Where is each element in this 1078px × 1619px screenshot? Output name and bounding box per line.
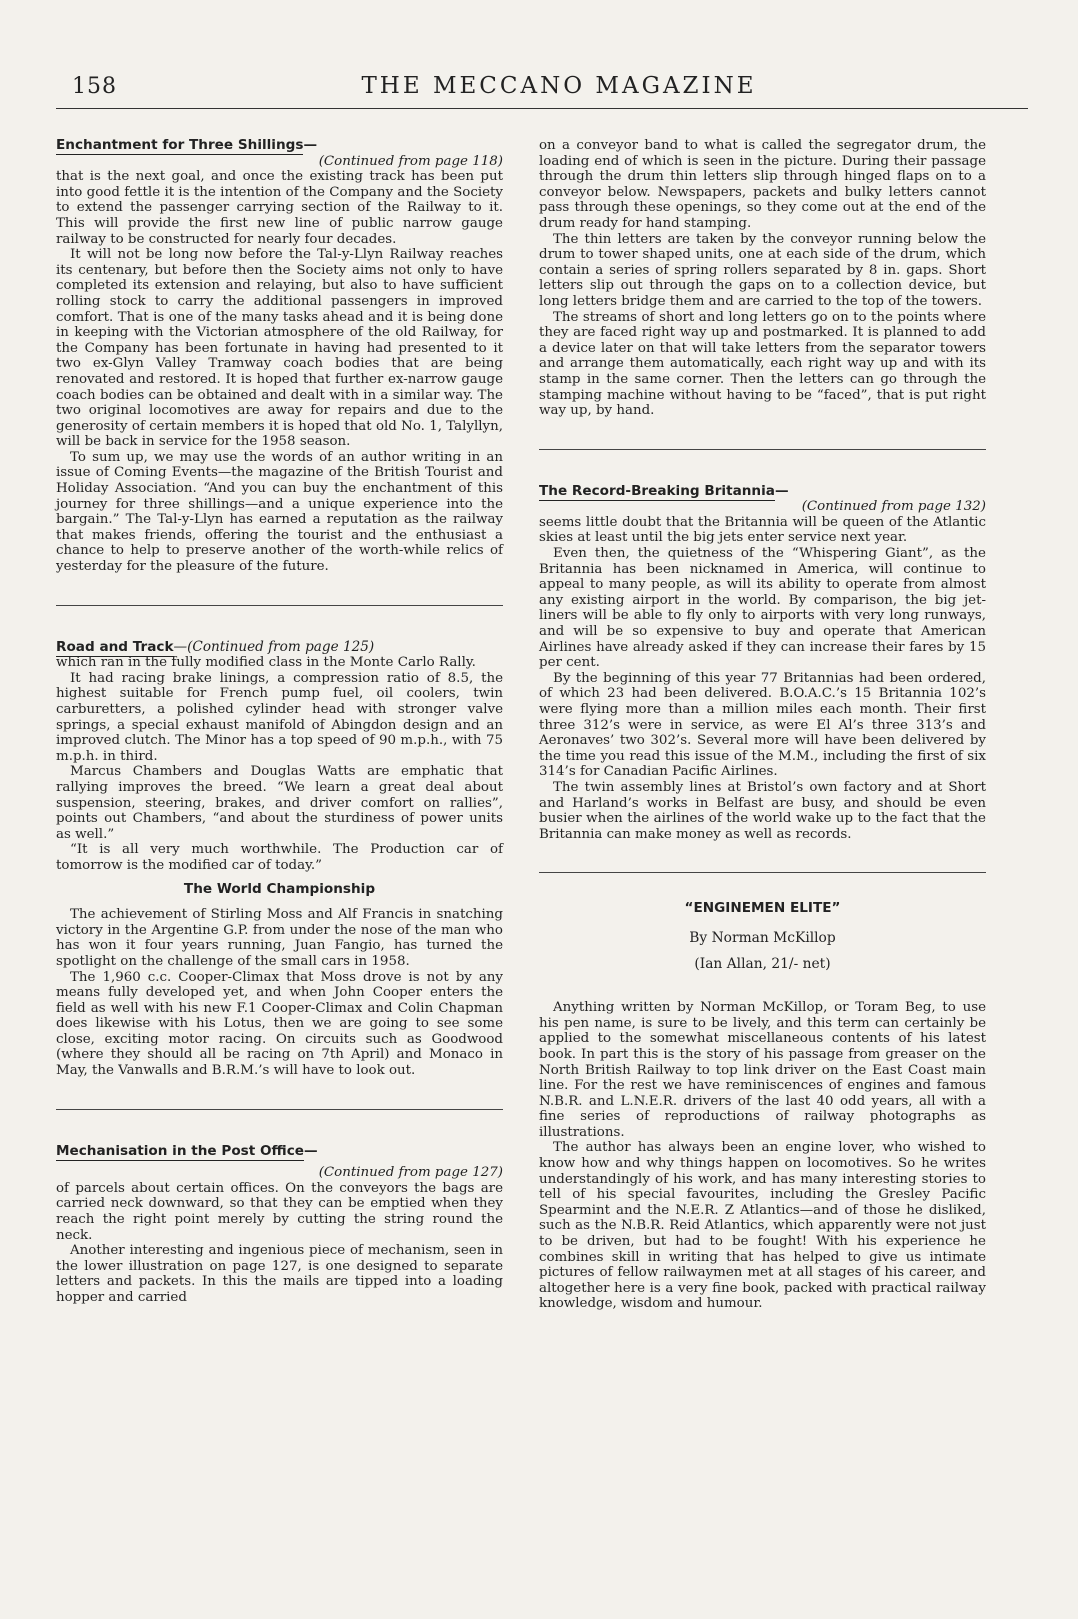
paragraph: Another interesting and ingenious piece of mechanism, seen in the lower illustration on page 127, is one designed to separate letters and packets. In this the mails are tipped into a loading hopper and carried [56,1243,503,1305]
paragraph: By the beginning of this year 77 Britannias had been ordered, of which 23 had been delivered. B.O.A.C.’s 15 Britannia 102’s were flying more than a million miles each month. Their first three 312’s were in service, as were El Al’s three 313’s and Aeronaves’ two 302’s. Several more will have been delivered by the time you read this issue of the M.M., including the first of six 314’s for Canadian Pacific Airlines. [539,670,986,780]
magazine-title: THE MECCANO MAGAZINE [361,73,757,99]
section-divider [56,605,503,606]
paragraph: Marcus Chambers and Douglas Watts are emphatic that rallying improves the breed. “We learn a great deal about suspension, steering, brakes, and driver comfort on rallies”, points out Chambers, “and about the sturdiness of power units as well.” [56,764,503,842]
paragraph: The 1,960 c.c. Cooper-Climax that Moss drove is not by any means fully developed yet, and when John Cooper enters the field as well with his new F.1 Cooper-Climax and Colin Chapman does likewise with his Lotus, then we are going to see some close, exciting motor racing. On circuits such as Goodwood (where they should all be racing on 7th April) and Monaco in May, the Vanwalls and B.R.M.’s will have to look out. [56,969,503,1079]
review-publisher: (Ian Allan, 21/- net) [694,955,831,972]
review-author: By Norman McKillop [689,929,836,946]
subheading: The World Championship [183,880,376,897]
post-office-section [56,1144,503,1306]
section-heading: Road and Track—(Continued from page 125) [56,638,375,655]
header-rule [56,108,1028,109]
continued-note: (Continued from page 118) [318,153,503,169]
enchantment-section [56,138,503,575]
section-heading: Enchantment for Three Shillings— [56,137,318,153]
section-divider [539,449,986,450]
paragraph: “It is all very much worthwhile. The Production car of tomorrow is the modified car of today.” [56,842,503,873]
post-office-continued [539,138,986,419]
paragraph: seems little doubt that the Britannia will be queen of the Atlantic skies at least until the big jets enter service next year. [539,514,986,546]
paragraph: which ran in the fully modified class in the Monte Carlo Rally. [56,655,476,671]
left-column [56,138,503,1306]
review-title: “ENGINEMEN ELITE” [684,900,841,917]
paragraph: Even then, the quietness of the “Whispering Giant”, as the Britannia has been nicknamed in America, will continue to appeal to many people, as will its ability to operate from almost any existing airport in the world. By comparison, the big jet-liners will be able to fly only to airports with very long runways, and will be so expensive to buy and operate that American Airlines have already asked if they can increase their fares by 15 per cent. [539,546,986,671]
section-heading: Mechanisation in the Post Office— [56,1142,318,1159]
paragraph: on a conveyor band to what is called the segregator drum, the loading end of which is seen in the picture. During their passage through the drum thin letters slip through hinged flaps on to a conveyor below. Newspapers, packets and bulky letters cannot pass through these openings, so they come out at the end of the drum ready for hand stamping. [539,138,986,231]
continued-note: (Continued from page 132) [801,499,986,515]
page-number: 158 [72,74,117,99]
section-divider [56,1109,503,1110]
britannia-section [539,484,986,843]
paragraph: Anything written by Norman McKillop, or Toram Beg, to use his pen name, is sure to be lively, and this term can certainly be applied to the somewhat miscellaneous contents of his latest book. In part this is the story of his passage from greaser on the North British Railway to top link driver on the East Coast main line. For the rest we have reminiscences of engines and famous N.B.R. and L.N.E.R. drivers of the last 40 odd years, all with a fine series of reproductions of railway photographs as illustrations. [539,1000,986,1140]
paragraph: To sum up, we may use the words of an author writing in an issue of Coming Events—the magazine of the British Tourist and Holiday Association. “And you can buy the enchantment of this journey for three shillings—and a unique experience into the bargain.” The Tal-y-Llyn has earned a reputation as the railway that makes friends, offering the tourist and the enthusiast a chance to help to preserve another of the worth-while relics of yesterday for the pleasure of the future. [56,449,503,575]
paragraph: The author has always been an engine lover, who wished to know how and why things happen on locomotives. So he writes understandingly of his work, and has many interesting stories to tell of his special favourites, including the Gresley Pacific Spearmint and the N.E.R. Z Atlantics—and of those he disliked, such as the N.B.R. Reid Atlantics, which apparently were not just to be driven, but had to be fought! With his experience he combines skill in writing that has helped to give us intimate pictures of fellow railwaymen met at all stages of his career, and altogether here is a very fine book, packed with practical railway knowledge, wisdom and humour. [539,1140,986,1312]
paragraph: The twin assembly lines at Bristol’s own factory and at Short and Harland’s works in Belfast are busy, and should be even busier when the airlines of the world wake up to the fact that the Britannia can make money as well as records. [539,779,986,842]
right-column [539,138,986,1312]
paragraph: It had racing brake linings, a compression ratio of 8.5, the highest suitable for French pump fuel, oil coolers, twin carburetters, a polished cylinder head with stronger valve springs, a special exhaust manifold of Abingdon design and an improved clutch. The Minor has a top speed of 90 m.p.h., with 75 m.p.h. in third. [56,670,503,764]
road-and-track-section [56,640,503,1079]
paragraph: The achievement of Stirling Moss and Alf Francis in snatching victory in the Argentine G.P. from under the nose of the man who has won it four years running, Juan Fangio, has turned the spotlight on the challenge of the small cars in 1958. [56,907,503,969]
book-review-section [539,901,986,1312]
paragraph: that is the next goal, and once the existing track has been put into good fettle it is the intention of the Company and the Society to extend the passenger carrying section of the Railway to it. This will provide the first new line of public narrow gauge railway to be constructed for nearly four decades. [56,169,503,247]
continued-note: (Continued from page 127) [318,1165,503,1181]
section-divider [539,872,986,873]
paragraph: The thin letters are taken by the conveyor running below the drum to tower shaped units, one at each side of the drum, which contain a series of spring rollers separated by 8 in. gaps. Short letters slip out through the gaps on to a collection device, but long letters bridge them and are carried to the top of the towers. [539,231,986,309]
paragraph: The streams of short and long letters go on to the points where they are faced right way up and postmarked. It is planned to add a device later on that will take letters from the separator towers and arrange them automatically, each right way up and with its stamp in the same corner. Then the letters can go through the stamping machine without having to be “faced”, that is put right way up, by hand. [539,309,986,419]
paragraph: It will not be long now before the Tal-y-Llyn Railway reaches its centenary, but before then the Society aims not only to have completed its extension and relaying, but also to have sufficient rolling stock to carry the additional passengers in improved comfort. That is one of the many tasks ahead and it is being done in keeping with the Victorian atmosphere of the old Railway, for the Company has been fortunate in having had presented to it two ex-Glyn Valley Tramway coach bodies that are being renovated and restored. It is hoped that further ex-narrow gauge coach bodies can be obtained and dealt with in a similar way. The two original locomotives are away for repairs and due to the generosity of certain members it is hoped that old No. 1, Talyllyn, will be back in service for the 1958 season. [56,247,503,450]
paragraph: of parcels about certain offices. On the conveyors the bags are carried neck downward, so that they can be emptied when they reach the right point merely by cutting the string round the neck. [56,1180,503,1243]
section-heading: The Record-Breaking Britannia— [539,482,789,499]
